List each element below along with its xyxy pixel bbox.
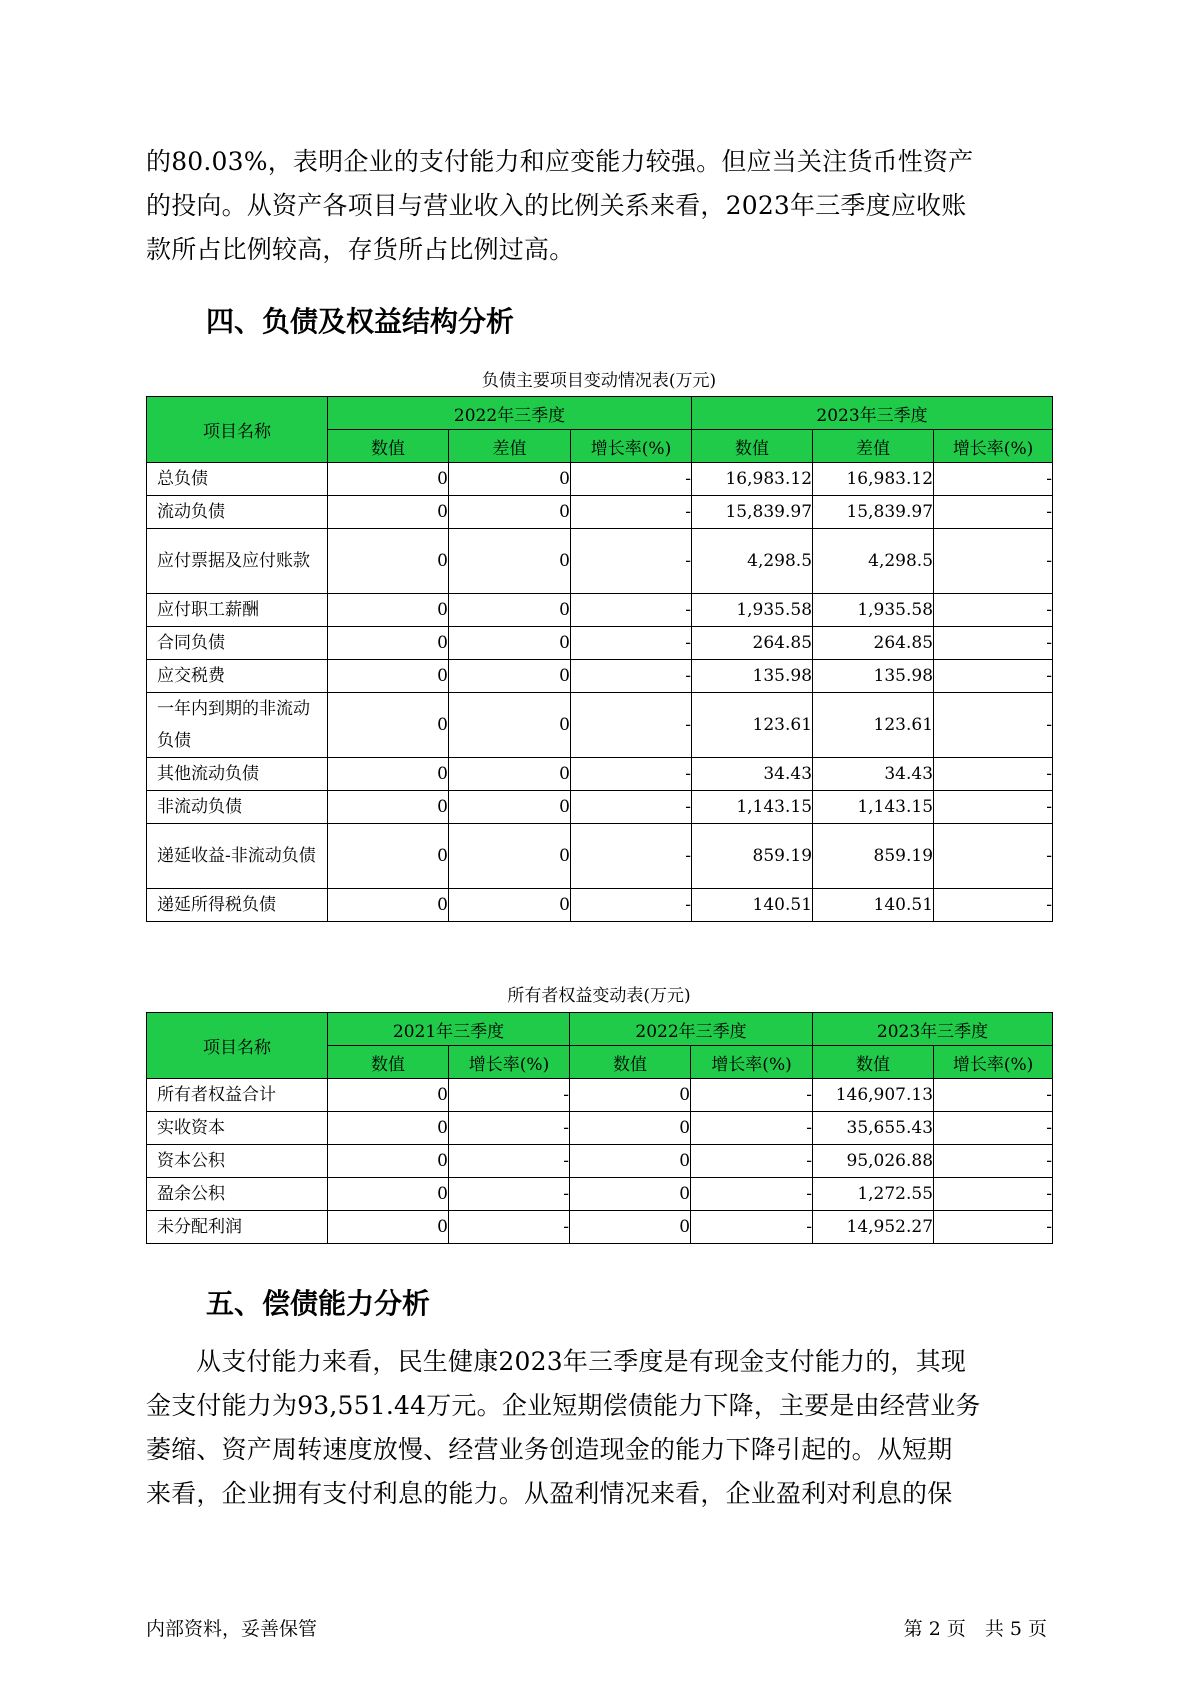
col-header-item: 项目名称 <box>147 1013 328 1079</box>
footer-page-number: 第 2 页 共 5 页 <box>903 1618 1047 1640</box>
intro-paragraph <box>146 140 1046 272</box>
sub-header-value: 数值 <box>328 430 449 463</box>
row-label: 总负债 <box>147 463 328 496</box>
cell-value: 0 <box>328 627 449 660</box>
cell-value: 0 <box>328 889 449 922</box>
section-5-heading: 五、偿债能力分析 <box>206 1287 431 1320</box>
row-label: 非流动负债 <box>147 791 328 824</box>
cell-diff: 0 <box>449 496 571 529</box>
cell-diff: 859.19 <box>813 824 934 889</box>
cell-value: 15,839.97 <box>692 496 813 529</box>
cell-value: 0 <box>328 1145 449 1178</box>
cell-growth: - <box>571 594 692 627</box>
cell-value: 4,298.5 <box>692 529 813 594</box>
cell-value: 0 <box>328 1079 449 1112</box>
cell-diff: 15,839.97 <box>813 496 934 529</box>
table-row <box>147 660 1053 693</box>
cell-value: 0 <box>328 463 449 496</box>
table-row <box>147 791 1053 824</box>
col-header-item: 项目名称 <box>147 397 328 463</box>
cell-value: 0 <box>570 1079 691 1112</box>
cell-growth: - <box>934 594 1053 627</box>
cell-growth: - <box>571 529 692 594</box>
table-row <box>147 529 1053 594</box>
table-row <box>147 496 1053 529</box>
cell-growth: - <box>571 824 692 889</box>
cell-growth: - <box>934 693 1053 758</box>
row-label: 盈余公积 <box>147 1178 328 1211</box>
cell-value: 0 <box>328 529 449 594</box>
cell-growth: - <box>934 889 1053 922</box>
table-row <box>147 889 1053 922</box>
sub-header-growth: 增长率(%) <box>449 1046 570 1079</box>
cell-diff: 0 <box>449 627 571 660</box>
row-label: 实收资本 <box>147 1112 328 1145</box>
cell-diff: 0 <box>449 463 571 496</box>
cell-growth: - <box>571 660 692 693</box>
equity-table <box>146 1012 1053 1244</box>
cell-growth: - <box>449 1079 570 1112</box>
cell-value: 0 <box>328 496 449 529</box>
section-5-paragraph <box>146 1340 1046 1516</box>
cell-diff: 0 <box>449 824 571 889</box>
sub-header-value: 数值 <box>328 1046 449 1079</box>
col-header-period: 2023年三季度 <box>692 397 1053 430</box>
cell-growth: - <box>571 463 692 496</box>
cell-diff: 140.51 <box>813 889 934 922</box>
cell-diff: 0 <box>449 693 571 758</box>
sub-header-diff: 差值 <box>449 430 571 463</box>
cell-growth: - <box>934 791 1053 824</box>
cell-value: 0 <box>328 1178 449 1211</box>
cell-value: 14,952.27 <box>813 1211 934 1244</box>
section-5-line: 萎缩、资产周转速度放慢、经营业务创造现金的能力下降引起的。从短期 <box>146 1435 953 1464</box>
table-row <box>147 693 1053 758</box>
sub-header-value: 数值 <box>692 430 813 463</box>
row-label: 合同负债 <box>147 627 328 660</box>
cell-value: 0 <box>570 1178 691 1211</box>
intro-line: 的投向。从资产各项目与营业收入的比例关系来看，2023年三季度应收账 <box>146 191 967 220</box>
cell-growth: - <box>934 1211 1053 1244</box>
cell-value: 264.85 <box>692 627 813 660</box>
cell-value: 140.51 <box>692 889 813 922</box>
cell-growth: - <box>571 758 692 791</box>
cell-diff: 264.85 <box>813 627 934 660</box>
cell-diff: 34.43 <box>813 758 934 791</box>
table-row <box>147 1145 1053 1178</box>
cell-growth: - <box>691 1178 813 1211</box>
cell-growth: - <box>934 1079 1053 1112</box>
cell-growth: - <box>449 1211 570 1244</box>
cell-growth: - <box>934 627 1053 660</box>
cell-growth: - <box>934 1145 1053 1178</box>
sub-header-growth: 增长率(%) <box>934 430 1053 463</box>
cell-growth: - <box>934 463 1053 496</box>
cell-value: 1,143.15 <box>692 791 813 824</box>
table-row <box>147 758 1053 791</box>
cell-diff: 0 <box>449 889 571 922</box>
cell-value: 859.19 <box>692 824 813 889</box>
cell-growth: - <box>571 627 692 660</box>
cell-value: 0 <box>328 594 449 627</box>
row-label: 应付票据及应付账款 <box>147 529 328 594</box>
row-label: 其他流动负债 <box>147 758 328 791</box>
cell-growth: - <box>691 1145 813 1178</box>
cell-diff: 4,298.5 <box>813 529 934 594</box>
row-label: 资本公积 <box>147 1145 328 1178</box>
cell-diff: 0 <box>449 791 571 824</box>
cell-growth: - <box>571 693 692 758</box>
cell-value: 1,272.55 <box>813 1178 934 1211</box>
cell-diff: 135.98 <box>813 660 934 693</box>
col-header-period: 2022年三季度 <box>570 1013 813 1046</box>
cell-diff: 0 <box>449 660 571 693</box>
cell-growth: - <box>691 1079 813 1112</box>
cell-growth: - <box>449 1112 570 1145</box>
cell-growth: - <box>934 529 1053 594</box>
liabilities-table <box>146 396 1053 922</box>
col-header-period: 2022年三季度 <box>328 397 692 430</box>
cell-growth: - <box>571 496 692 529</box>
cell-value: 0 <box>328 791 449 824</box>
liabilities-table-caption: 负债主要项目变动情况表(万元) <box>481 371 717 391</box>
col-header-period: 2021年三季度 <box>328 1013 570 1046</box>
cell-growth: - <box>934 660 1053 693</box>
row-label: 递延收益-非流动负债 <box>147 824 328 889</box>
section-5-line: 从支付能力来看，民生健康2023年三季度是有现金支付能力的，其现 <box>196 1347 967 1376</box>
sub-header-growth: 增长率(%) <box>571 430 692 463</box>
sub-header-growth: 增长率(%) <box>691 1046 813 1079</box>
cell-diff: 123.61 <box>813 693 934 758</box>
cell-value: 0 <box>328 824 449 889</box>
table-row <box>147 1112 1053 1145</box>
sub-header-diff: 差值 <box>813 430 934 463</box>
cell-diff: 0 <box>449 594 571 627</box>
table-row <box>147 1178 1053 1211</box>
cell-growth: - <box>449 1145 570 1178</box>
table-row <box>147 1211 1053 1244</box>
cell-diff: 1,935.58 <box>813 594 934 627</box>
cell-growth: - <box>571 889 692 922</box>
cell-value: 0 <box>328 1112 449 1145</box>
table-row <box>147 463 1053 496</box>
cell-value: 0 <box>328 660 449 693</box>
cell-growth: - <box>934 1178 1053 1211</box>
cell-growth: - <box>449 1178 570 1211</box>
cell-value: 0 <box>570 1112 691 1145</box>
table-row <box>147 594 1053 627</box>
cell-value: 16,983.12 <box>692 463 813 496</box>
cell-diff: 0 <box>449 758 571 791</box>
row-label: 所有者权益合计 <box>147 1079 328 1112</box>
cell-value: 135.98 <box>692 660 813 693</box>
cell-growth: - <box>934 496 1053 529</box>
footer-confidential-note: 内部资料，妥善保管 <box>146 1618 318 1640</box>
cell-value: 0 <box>570 1211 691 1244</box>
cell-value: 95,026.88 <box>813 1145 934 1178</box>
col-header-period: 2023年三季度 <box>813 1013 1053 1046</box>
row-label: 递延所得税负债 <box>147 889 328 922</box>
row-label: 未分配利润 <box>147 1211 328 1244</box>
intro-line: 的80.03%，表明企业的支付能力和应变能力较强。但应当关注货币性资产 <box>146 147 974 176</box>
row-label: 流动负债 <box>147 496 328 529</box>
cell-value: 1,935.58 <box>692 594 813 627</box>
cell-value: 0 <box>328 1211 449 1244</box>
cell-diff: 1,143.15 <box>813 791 934 824</box>
row-label: 一年内到期的非流动负债 <box>147 693 328 758</box>
table-row <box>147 1079 1053 1112</box>
cell-diff: 0 <box>449 529 571 594</box>
sub-header-growth: 增长率(%) <box>934 1046 1053 1079</box>
intro-line: 款所占比例较高，存货所占比例过高。 <box>146 235 575 264</box>
table-row <box>147 824 1053 889</box>
sub-header-value: 数值 <box>813 1046 934 1079</box>
cell-growth: - <box>934 1112 1053 1145</box>
cell-value: 34.43 <box>692 758 813 791</box>
section-5-line: 金支付能力为93,551.44万元。企业短期偿债能力下降，主要是由经营业务 <box>146 1391 981 1420</box>
cell-value: 146,907.13 <box>813 1079 934 1112</box>
sub-header-value: 数值 <box>570 1046 691 1079</box>
cell-growth: - <box>691 1211 813 1244</box>
cell-growth: - <box>691 1112 813 1145</box>
cell-diff: 16,983.12 <box>813 463 934 496</box>
section-4-heading: 四、负债及权益结构分析 <box>206 305 515 338</box>
cell-value: 123.61 <box>692 693 813 758</box>
row-label: 应付职工薪酬 <box>147 594 328 627</box>
cell-growth: - <box>571 791 692 824</box>
cell-value: 35,655.43 <box>813 1112 934 1145</box>
cell-value: 0 <box>328 693 449 758</box>
cell-value: 0 <box>328 758 449 791</box>
cell-value: 0 <box>570 1145 691 1178</box>
cell-growth: - <box>934 758 1053 791</box>
row-label: 应交税费 <box>147 660 328 693</box>
cell-growth: - <box>934 824 1053 889</box>
table-row <box>147 627 1053 660</box>
section-5-line: 来看，企业拥有支付利息的能力。从盈利情况来看，企业盈利对利息的保 <box>146 1479 953 1508</box>
equity-table-caption: 所有者权益变动表(万元) <box>507 986 691 1006</box>
